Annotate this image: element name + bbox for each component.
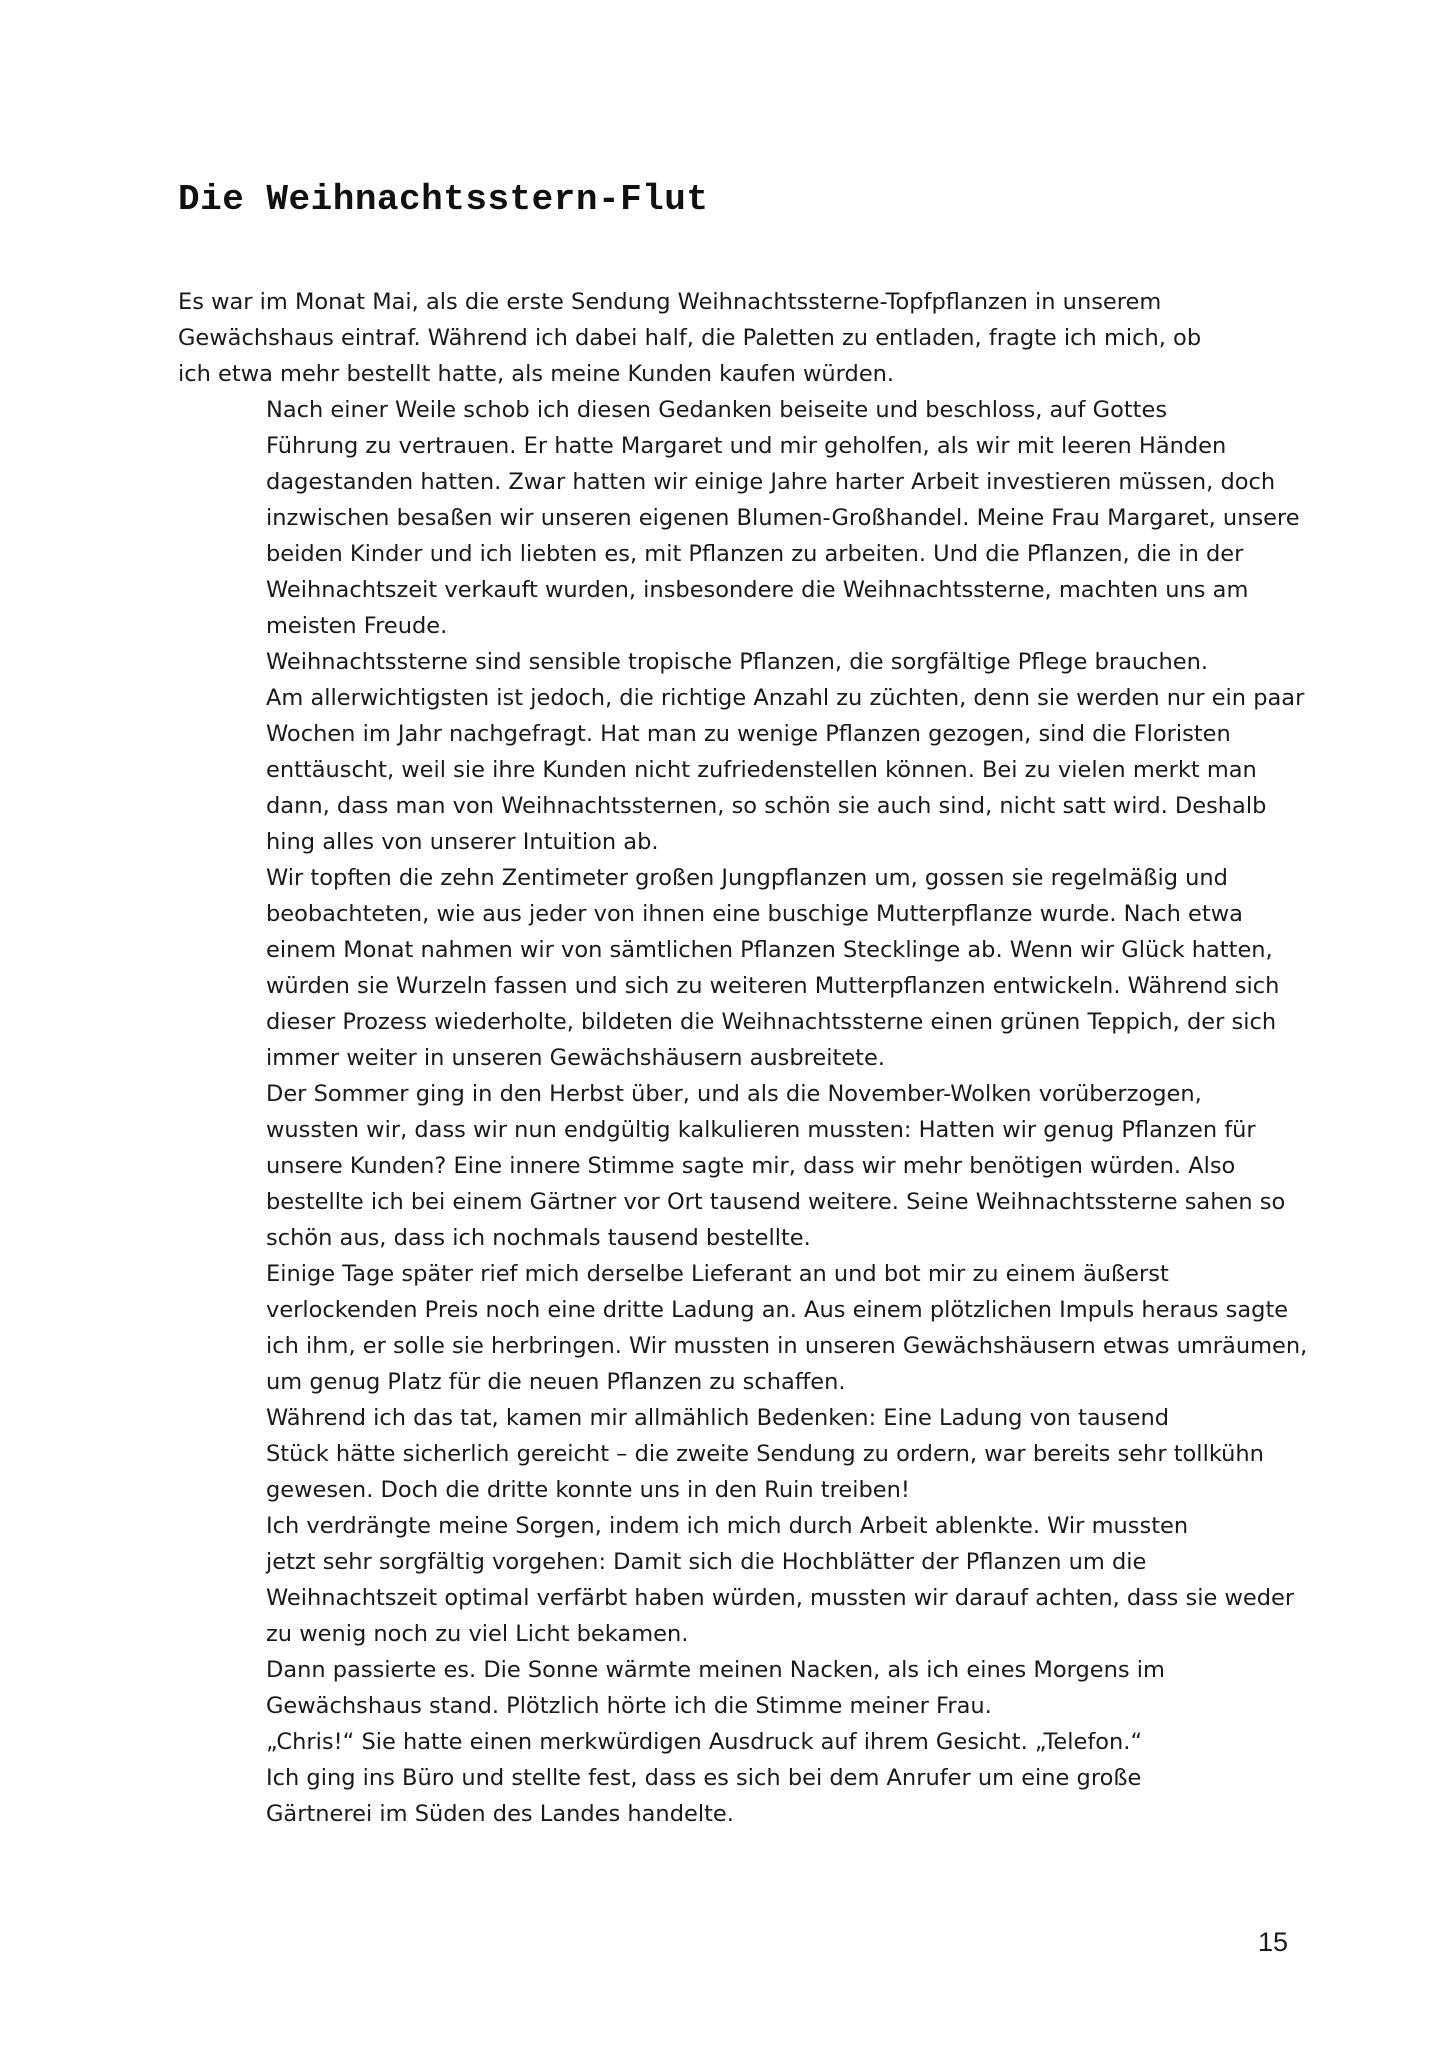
text-line: beiden Kinder und ich liebten es, mit Pflanzen zu arbeiten. Und die Pflanzen, die in der [266, 541, 1244, 567]
text-line: Gewächshaus eintraf. Während ich dabei half, die Paletten zu entladen, fragte ich mich, ob [178, 325, 1202, 351]
paragraph [178, 392, 1300, 644]
text-line: Stück hätte sicherlich gereicht – die zweite Sendung zu ordern, war bereits sehr tollkühn [266, 1441, 1264, 1467]
paragraph [178, 1760, 1286, 1832]
paragraph [178, 644, 1305, 860]
text-line: unsere Kunden? Eine innere Stimme sagte mir, dass wir mehr benötigen würden. Also [266, 1153, 1236, 1179]
paragraph [178, 1076, 1286, 1256]
text-line: Gewächshaus stand. Plötzlich hörte ich die Stimme meiner Frau. [266, 1693, 992, 1719]
text-line: um genug Platz für die neuen Pflanzen zu schaffen. [266, 1369, 846, 1395]
text-line: dagestanden hatten. Zwar hatten wir einige Jahre harter Arbeit investieren müssen, doch [266, 469, 1276, 495]
paragraph [178, 284, 1286, 392]
text-line: Einige Tage später rief mich derselbe Lieferant an und bot mir zu einem äußerst [266, 1261, 1169, 1287]
page-title: Die Weihnachtsstern-Flut [178, 179, 709, 220]
text-line: Der Sommer ging in den Herbst über, und als die November-Wolken vorüberzogen, [266, 1081, 1202, 1107]
text-line: Dann passierte es. Die Sonne wärmte meinen Nacken, als ich eines Morgens im [266, 1657, 1165, 1683]
text-line: dann, dass man von Weihnachtssternen, so schön sie auch sind, nicht satt wird. Deshalb [266, 793, 1267, 819]
text-line: jetzt sehr sorgfältig vorgehen: Damit sich die Hochblätter der Pflanzen um die [266, 1549, 1147, 1575]
paragraph [178, 1256, 1308, 1400]
text-line: ich etwa mehr bestellt hatte, als meine Kunden kaufen würden. [178, 361, 895, 387]
text-line: einem Monat nahmen wir von sämtlichen Pflanzen Stecklinge ab. Wenn wir Glück hatten, [266, 937, 1273, 963]
text-line: verlockenden Preis noch eine dritte Ladung an. Aus einem plötzlichen Impuls heraus sagte [266, 1297, 1289, 1323]
text-line: Weihnachtszeit optimal verfärbt haben würden, mussten wir darauf achten, dass sie weder [266, 1585, 1295, 1611]
text-line: Nach einer Weile schob ich diesen Gedanken beiseite und beschloss, auf Gottes [266, 397, 1168, 423]
text-line: ich ihm, er solle sie herbringen. Wir mussten in unseren Gewächshäusern etwas umräumen, [266, 1333, 1308, 1359]
text-line: hing alles von unserer Intuition ab. [266, 829, 659, 855]
text-line: dieser Prozess wiederholte, bildeten die Weihnachtssterne einen grünen Teppich, der sich [266, 1009, 1277, 1035]
text-line: immer weiter in unseren Gewächshäusern ausbreitete. [266, 1045, 886, 1071]
text-line: bestellte ich bei einem Gärtner vor Ort tausend weitere. Seine Weihnachtssterne sahen so [266, 1189, 1286, 1215]
text-line: inzwischen besaßen wir unseren eigenen Blumen-Großhandel. Meine Frau Margaret, unsere [266, 505, 1300, 531]
text-line: würden sie Wurzeln fassen und sich zu weiteren Mutterpflanzen entwickeln. Während sich [266, 973, 1280, 999]
text-line: enttäuscht, weil sie ihre Kunden nicht zufriedenstellen können. Bei zu vielen merkt man [266, 757, 1257, 783]
text-line: Gärtnerei im Süden des Landes handelte. [266, 1801, 734, 1827]
text-line: Es war im Monat Mai, als die erste Sendung Weihnachtssterne-Topfpflanzen in unserem [178, 289, 1162, 315]
text-line: zu wenig noch zu viel Licht bekamen. [266, 1621, 689, 1647]
paragraph [178, 1724, 1286, 1760]
text-line: Weihnachtszeit verkauft wurden, insbesondere die Weihnachtssterne, machten uns am [266, 577, 1249, 603]
text-line: Ich verdrängte meine Sorgen, indem ich mich durch Arbeit ablenkte. Wir mussten [266, 1513, 1189, 1539]
text-line: Weihnachtssterne sind sensible tropische Pflanzen, die sorgfältige Pflege brauchen. [266, 649, 1209, 675]
text-line: schön aus, dass ich nochmals tausend bestellte. [266, 1225, 811, 1251]
text-line: „Chris!“ Sie hatte einen merkwürdigen Ausdruck auf ihrem Gesicht. „Telefon.“ [266, 1729, 1143, 1755]
story-body [178, 284, 1308, 1832]
text-line: meisten Freude. [266, 613, 448, 639]
text-line: Wochen im Jahr nachgefragt. Hat man zu wenige Pflanzen gezogen, sind die Floristen [266, 721, 1231, 747]
text-line: gewesen. Doch die dritte konnte uns in den Ruin treiben! [266, 1477, 910, 1503]
text-line: Während ich das tat, kamen mir allmählich Bedenken: Eine Ladung von tausend [266, 1405, 1170, 1431]
paragraph [178, 1400, 1286, 1508]
paragraph [178, 1652, 1286, 1724]
text-line: Führung zu vertrauen. Er hatte Margaret und mir geholfen, als wir mit leeren Händen [266, 433, 1227, 459]
paragraph [178, 860, 1286, 1076]
text-line: beobachteten, wie aus jeder von ihnen eine buschige Mutterpflanze wurde. Nach etwa [266, 901, 1243, 927]
paragraph [178, 1508, 1295, 1652]
text-line: wussten wir, dass wir nun endgültig kalkulieren mussten: Hatten wir genug Pflanzen für [266, 1117, 1256, 1143]
text-line: Am allerwichtigsten ist jedoch, die richtige Anzahl zu züchten, denn sie werden nur ein paar [266, 685, 1305, 711]
text-line: Ich ging ins Büro und stellte fest, dass es sich bei dem Anrufer um eine große [266, 1765, 1142, 1791]
text-line: Wir topften die zehn Zentimeter großen Jungpflanzen um, gossen sie regelmäßig und [266, 865, 1228, 891]
page-number: 15 [1258, 1927, 1289, 1957]
